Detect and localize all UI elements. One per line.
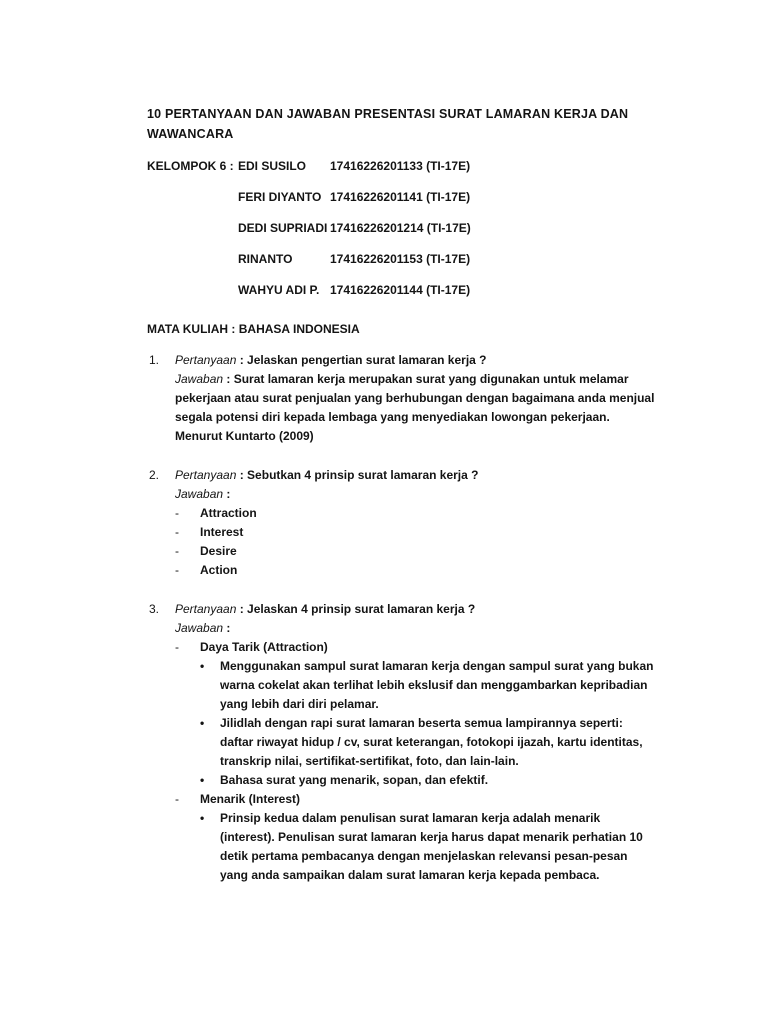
question-text: : Jelaskan pengertian surat lamaran kerja ? <box>236 353 487 367</box>
course-line: MATA KULIAH : BAHASA INDONESIA <box>147 322 360 336</box>
group-members-list <box>147 157 656 300</box>
member-id: 17416226201144 (TI-17E) <box>330 283 471 297</box>
qa-item-1 <box>147 351 656 446</box>
bullet-item <box>175 714 656 771</box>
list-item-text: Interest <box>200 525 244 539</box>
member-row <box>147 250 656 269</box>
member-row <box>147 219 656 238</box>
qa-body <box>175 600 656 885</box>
bullet-marker: • <box>200 773 205 787</box>
qa-item-2 <box>147 466 656 580</box>
dash-marker: - <box>175 525 179 539</box>
bullet-marker: • <box>200 716 205 730</box>
member-name: FERI DIYANTO <box>238 190 322 204</box>
answer-label: Jawaban <box>175 621 224 635</box>
answer-colon: : <box>223 487 231 501</box>
answer-label: Jawaban <box>175 487 224 501</box>
bullet-text: Bahasa surat yang menarik, sopan, dan efektif. <box>220 773 489 787</box>
qa-item-3 <box>147 600 656 885</box>
dash-marker: - <box>175 640 179 654</box>
answer-line <box>175 619 656 638</box>
member-row <box>147 157 656 176</box>
bullet-text: Menggunakan sampul surat lamaran kerja dengan sampul surat yang bukan warna cokelat akan terlihat lebih ekslusif dan menggambarkan kepribadian yang lebih dari diri pelamar. <box>220 659 654 711</box>
list-item-text: Action <box>200 563 238 577</box>
question-line <box>175 600 656 619</box>
member-name: EDI SUSILO <box>238 159 307 173</box>
list-item-text: Attraction <box>200 506 257 520</box>
group-label-spacer <box>147 281 238 300</box>
list-item <box>175 523 656 542</box>
question-label: Pertanyaan <box>175 602 237 616</box>
section-heading: Menarik (Interest) <box>200 792 301 806</box>
bullet-item <box>175 657 656 714</box>
group-label-spacer <box>147 188 238 207</box>
answer-line <box>175 370 656 446</box>
bullet-marker: • <box>200 811 205 825</box>
question-label: Pertanyaan <box>175 353 237 367</box>
question-text: : Jelaskan 4 prinsip surat lamaran kerja ? <box>236 602 476 616</box>
list-item-text: Desire <box>200 544 237 558</box>
dash-marker: - <box>175 563 179 577</box>
member-id: 17416226201133 (TI-17E) <box>330 159 471 173</box>
qa-number: 1. <box>149 353 160 367</box>
question-line <box>175 466 656 485</box>
section-heading-row <box>175 638 656 657</box>
answer-label: Jawaban <box>175 372 224 386</box>
qa-number: 3. <box>149 602 160 616</box>
member-row <box>147 188 656 207</box>
section-heading: Daya Tarik (Attraction) <box>200 640 328 654</box>
member-name: WAHYU ADI P. <box>238 283 320 297</box>
member-id: 17416226201141 (TI-17E) <box>330 190 471 204</box>
member-id: 17416226201153 (TI-17E) <box>330 252 471 266</box>
bullet-item <box>175 771 656 790</box>
section-heading-row <box>175 790 656 809</box>
dash-marker: - <box>175 544 179 558</box>
group-label-spacer <box>147 250 238 269</box>
question-label: Pertanyaan <box>175 468 237 482</box>
member-id: 17416226201214 (TI-17E) <box>330 221 471 235</box>
member-name: DEDI SUPRIADI <box>238 221 328 235</box>
list-item <box>175 542 656 561</box>
question-line <box>175 351 656 370</box>
group-label-spacer <box>147 219 238 238</box>
group-label: KELOMPOK 6 : <box>147 159 234 173</box>
answer-line <box>175 485 656 504</box>
dash-marker: - <box>175 792 179 806</box>
member-name: RINANTO <box>238 252 293 266</box>
dash-marker: - <box>175 506 179 520</box>
document-title: 10 PERTANYAAN DAN JAWABAN PRESENTASI SURAT LAMARAN KERJA DAN WAWANCARA <box>147 107 629 141</box>
qa-body <box>175 466 656 580</box>
question-text: : Sebutkan 4 prinsip surat lamaran kerja ? <box>236 468 479 482</box>
list-item <box>175 504 656 523</box>
qa-body <box>175 351 656 446</box>
bullet-item <box>175 809 656 885</box>
qa-list <box>147 351 656 885</box>
answer-text: : Surat lamaran kerja merupakan surat yang digunakan untuk melamar pekerjaan atau surat penjualan yang berhubungan dengan bagaimana anda menjual segala potensi diri kepada lembaga yang menyediakan lowongan pekerjaan. Menurut Kuntarto (2009) <box>175 372 655 443</box>
bullet-text: Jilidlah dengan rapi surat lamaran beserta semua lampirannya seperti: daftar riwayat hidup / cv, surat keterangan, fotokopi ijazah, kartu identitas, transkrip nilai, sertifikat-sertifikat, foto, dan lain-lain. <box>220 716 643 768</box>
answer-colon: : <box>223 621 231 635</box>
list-item <box>175 561 656 580</box>
bullet-marker: • <box>200 659 205 673</box>
qa-number: 2. <box>149 468 160 482</box>
bullet-text: Prinsip kedua dalam penulisan surat lamaran kerja adalah menarik (interest). Penulisan surat lamaran kerja harus dapat menarik perhatian 10 detik pertama pembacanya dengan menjelaskan relevansi pesan-pesan yang anda sampaikan dalam surat lamaran kerja kepada pembaca. <box>220 811 643 882</box>
member-row <box>147 281 656 300</box>
